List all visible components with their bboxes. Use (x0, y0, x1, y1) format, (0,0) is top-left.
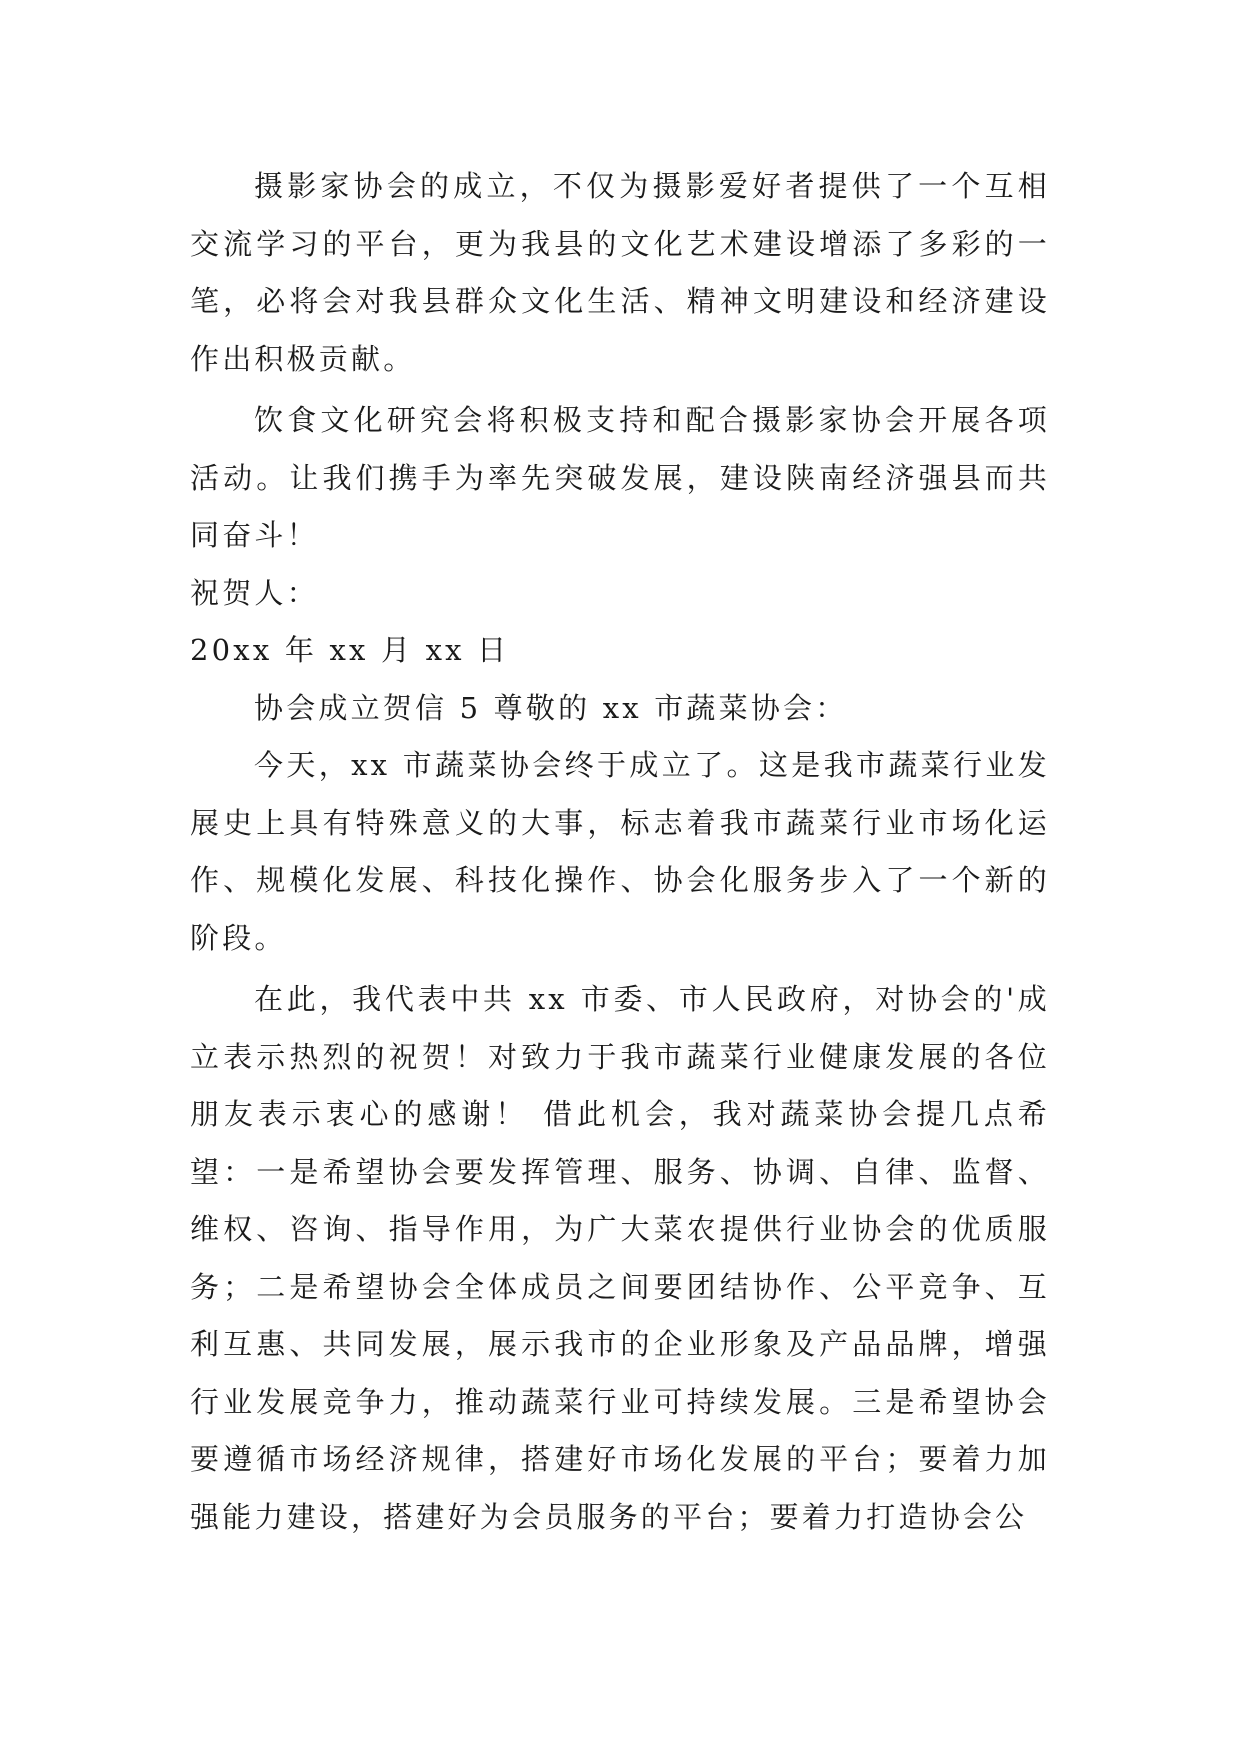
paragraph-vegetable-association-founded: 今天，xx 市蔬菜协会终于成立了。这是我市蔬菜行业发展史上具有特殊意义的大事，标志着我市蔬菜行业市场化运作、规模化发展、科技化操作、协会化服务步入了一个新的阶段。 (190, 748, 1050, 955)
paragraph-congratulations-and-hopes: 在此，我代表中共 xx 市委、市人民政府，对协会的'成立表示热烈的祝贺！对致力于我市蔬菜行业健康发展的各位朋友表示衷心的感谢！ 借此机会，我对蔬菜协会提几点希望：一是希望协会要发挥管理、服务、协调、自律、监督、维权、咨询、指导作用，为广大菜农提供行业协会的优质服务；二是希望协会全体成员之间要团结协作、公平竞争、互利互惠、共同发展，展示我市的企业形象及产品品牌，增强行业发展竞争力，推动蔬菜行业可持续发展。三是希望协会要遵循市场经济规律，搭建好市场化发展的平台；要着力加强能力建设，搭建好为会员服务的平台；要着力打造协会公 (190, 982, 1050, 1534)
paragraph-food-culture-support: 饮食文化研究会将积极支持和配合摄影家协会开展各项活动。让我们携手为率先突破发展，建设陕南经济强县而共同奋斗！ (190, 403, 1050, 552)
letter-heading: 协会成立贺信 5 尊敬的 xx 市蔬菜协会： (254, 690, 848, 725)
date-line: 20xx 年 xx 月 xx 日 (190, 633, 510, 667)
document-body (190, 158, 1050, 1546)
signature-label: 祝贺人： (190, 575, 319, 610)
paragraph-photography-association: 摄影家协会的成立，不仅为摄影爱好者提供了一个互相交流学习的平台，更为我县的文化艺术建设增添了多彩的一笔，必将会对我县群众文化生活、精神文明建设和经济建设作出积极贡献。 (190, 169, 1050, 376)
